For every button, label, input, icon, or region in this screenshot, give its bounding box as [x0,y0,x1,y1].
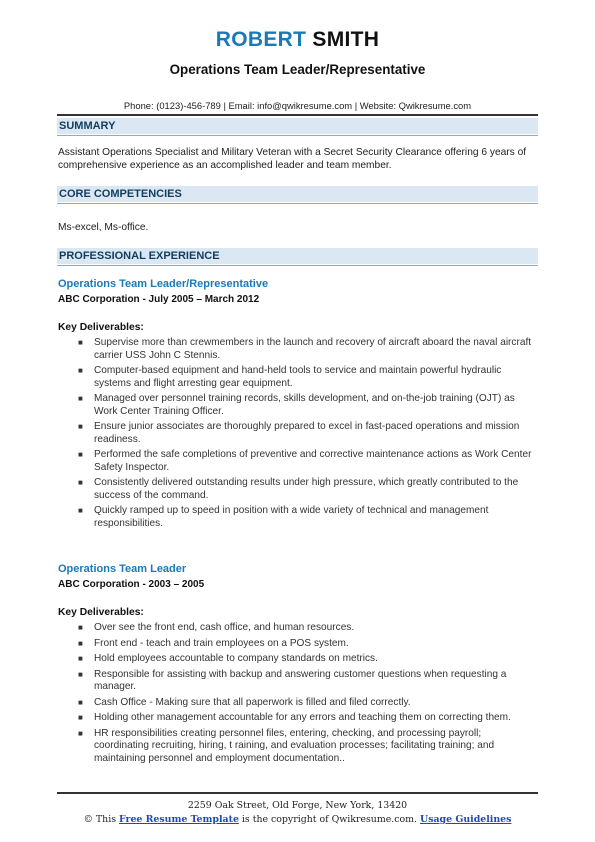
job-company: ABC Corporation - 2003 – 2005 [58,579,205,590]
job-bullets [58,622,538,768]
bullet-text: Quickly ramped up to speed in position with a wide variety of technical and management responsibilities. [94,505,489,529]
job-title: Operations Team Leader [58,563,187,575]
bullet-icon: ■ [78,697,83,707]
experience-heading: PROFESSIONAL EXPERIENCE [57,248,538,264]
bullet-text: HR responsibilities creating personnel files, entering, checking, and processing payroll; coordinating recruiting, hiring, t raining, and evaluation processes; facilitating training; and maintaining personnel and employment documentation.. [94,727,495,764]
header-divider [57,114,538,116]
candidate-name [0,28,595,52]
bullet-item [58,697,538,710]
bullet-item [58,622,538,635]
bullet-text: Consistently delivered outstanding results under high pressure, which greatly contributed to the success of the command. [94,477,519,501]
job-company: ABC Corporation - July 2005 – March 2012 [58,294,260,305]
footer-copyright [0,814,595,825]
footer-address: 2259 Oak Street, Old Forge, New York, 13420 [187,800,408,811]
first-name: ROBERT [215,28,307,51]
bullet-icon: ■ [78,394,83,403]
contact-line: Phone: (0123)-456-789 | Email: info@qwikresume.com | Website: Qwikresume.com [123,100,472,111]
bullet-text: Cash Office - Making sure that all paperwork is filled and filed correctly. [94,696,411,708]
free-resume-template-link[interactable]: Free Resume Template [119,814,239,825]
bullet-item [58,365,538,390]
bullet-icon: ■ [78,669,83,679]
usage-guidelines-link[interactable]: Usage Guidelines [420,814,512,825]
copyright-prefix: © This [83,814,120,825]
summary-rule [57,135,538,136]
bullet-item [58,505,538,530]
bullet-text: Front end - teach and train employees on a POS system. [94,637,349,649]
bullet-item [58,728,538,766]
job-title: Operations Team Leader/Representative [58,278,269,290]
bullet-icon: ■ [78,450,83,459]
summary-heading: SUMMARY [57,118,538,134]
bullet-icon: ■ [78,422,83,431]
bullet-text: Over see the front end, cash office, and human resources. [94,622,355,633]
bullet-item [58,421,538,446]
experience-rule [57,265,538,266]
copyright-middle: is the copyright of Qwikresume.com. [238,814,421,825]
bullet-item [58,638,538,651]
bullet-icon: ■ [78,654,83,663]
bullet-text: Holding other management accountable for any errors and teaching them on correcting them. [94,712,511,723]
bullet-icon: ■ [78,366,83,375]
bullet-text: Computer-based equipment and hand-held tools to service and maintain powerful hydraulic systems and flight arresting gear equipment. [94,365,502,389]
bullet-text: Managed over personnel training records, skills development, and on-the-job training (OJT) as Work Center Training Officer. [94,393,515,417]
bullet-text: Responsible for assisting with backup and answering customer questions when requesting a manager. [94,668,507,692]
bullet-icon: ■ [78,478,83,487]
bullet-item [58,669,538,694]
bullet-icon: ■ [78,713,83,722]
competencies-text: Ms-excel, Ms-office. [58,222,149,233]
bullet-item [58,477,538,502]
key-deliverables-label: Key Deliverables: [58,322,144,333]
bullet-icon: ■ [78,623,83,632]
bullet-item [58,337,538,362]
candidate-role: Operations Team Leader/Representative [169,62,426,77]
footer-divider [57,792,538,794]
bullet-item [58,653,538,666]
bullet-item [58,393,538,418]
bullet-text: Hold employees accountable to company standards on metrics. [94,653,378,664]
summary-text: Assistant Operations Specialist and Military Veteran with a Secret Security Clearance offering 6 years of comprehensive experience as an accomplished leader and team member. [58,147,527,171]
competencies-rule [57,203,538,204]
last-name: SMITH [312,28,380,51]
bullet-text: Performed the safe completions of preventive and corrective maintenance actions as Work Center Safety Inspector. [94,449,532,473]
bullet-icon: ■ [78,338,83,347]
bullet-icon: ■ [78,506,83,515]
job-bullets [58,337,538,533]
bullet-item [58,712,538,725]
key-deliverables-label: Key Deliverables: [58,607,144,618]
competencies-heading: CORE COMPETENCIES [57,186,538,202]
bullet-item [58,449,538,474]
bullet-icon: ■ [78,728,83,738]
bullet-text: Supervise more than crewmembers in the launch and recovery of aircraft aboard the naval aircraft carrier USS John C Stennis. [94,337,532,361]
bullet-icon: ■ [78,638,83,648]
bullet-text: Ensure junior associates are thoroughly prepared to excel in fast-paced operations and mission readiness. [94,421,520,445]
